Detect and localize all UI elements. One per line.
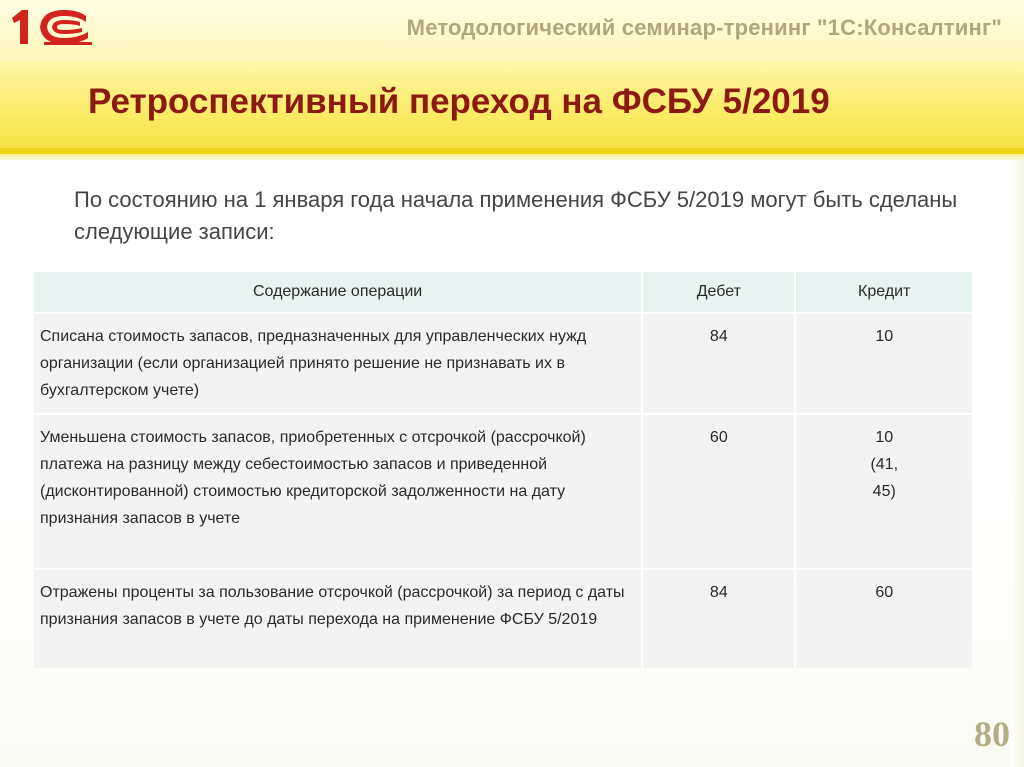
operation-cell: Уменьшена стоимость запасов, приобретенных с отсрочкой (рассрочкой) платежа на разницу между себестоимостью запасов и приведенной (дисконтированной) стоимостью кредиторской задолженности на дату признания запасов в учете [34, 415, 641, 568]
kredit-value: (41, [870, 456, 899, 473]
header-kredit: Кредит [796, 272, 972, 312]
kredit-value: 10 [875, 328, 894, 345]
kredit-value: 10 [875, 429, 894, 446]
slide-title: Ретроспективный переход на ФСБУ 5/2019 [88, 82, 830, 121]
operation-cell: Отражены проценты за пользование отсрочкой (рассрочкой) за период с даты признания запасов в учете до даты перехода на применение ФСБУ 5/2019 [34, 570, 641, 668]
table-row [34, 570, 972, 668]
header-debet: Дебет [643, 272, 794, 312]
header-operation: Содержание операции [34, 272, 641, 312]
intro-text: По состоянию на 1 января года начала применения ФСБУ 5/2019 могут быть сделаны следующие записи: [74, 187, 958, 244]
table-row [34, 415, 972, 568]
debet-cell: 84 [643, 570, 794, 668]
page-number: 80 [974, 714, 1010, 754]
kredit-value: 45) [872, 483, 896, 500]
kredit-cell [796, 415, 972, 568]
right-rail [1010, 160, 1024, 767]
kredit-cell [796, 314, 972, 413]
operation-cell: Списана стоимость запасов, предназначенных для управленческих нужд организации (если организацией принято решение не признавать их в бухгалтерском учете) [34, 314, 641, 413]
title-band-shadow [0, 154, 1024, 160]
header-bar [0, 0, 1024, 62]
debet-cell: 60 [643, 415, 794, 568]
table-header-row [34, 272, 972, 312]
seminar-title: Методологический семинар-тренинг "1С:Консалтинг" [406, 15, 1002, 40]
kredit-value: 60 [875, 584, 894, 601]
entries-table [32, 270, 974, 670]
debet-cell: 84 [643, 314, 794, 413]
1c-logo [6, 6, 96, 46]
table-row [34, 314, 972, 413]
kredit-cell [796, 570, 972, 668]
